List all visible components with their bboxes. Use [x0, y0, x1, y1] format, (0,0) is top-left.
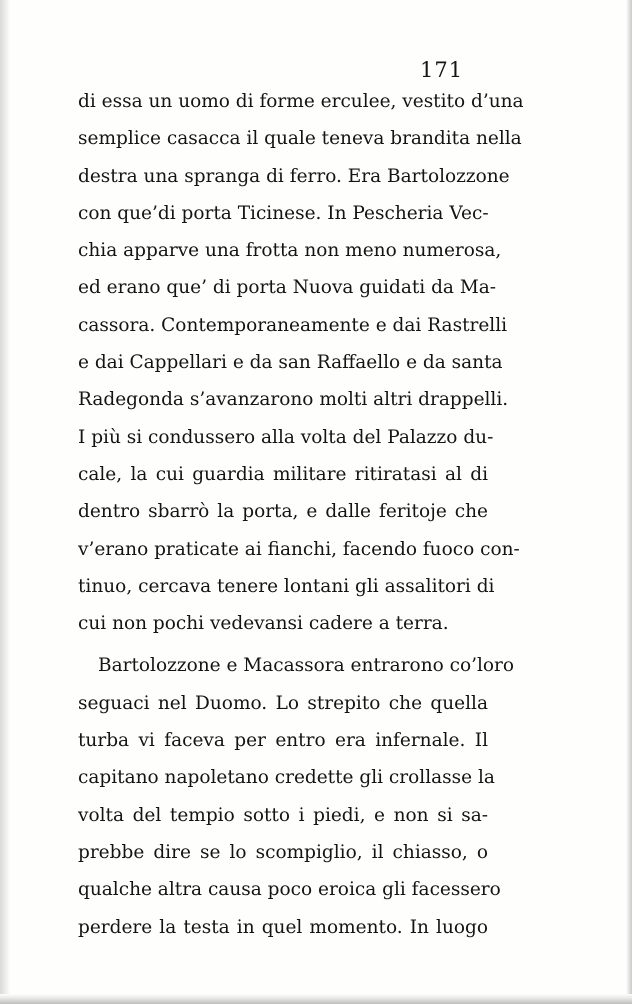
text-line: di essa un uomo di forme erculee, vestito d’una	[78, 91, 524, 112]
paragraph-1	[78, 83, 524, 642]
text-line: chia apparve una frotta non meno numerosa,	[78, 240, 502, 262]
page-edge-left	[0, 0, 10, 1004]
text-line: v’erano praticate ai fianchi, facendo fuoco con-	[78, 538, 520, 560]
text-line: turba vi faceva per entro era infernale. Il	[78, 730, 488, 752]
text-line: volta del tempio sotto i piedi, e non si sa-	[78, 804, 488, 826]
text-line: destra una spranga di ferro. Era Bartolozzone	[78, 165, 510, 187]
text-line: con que’di porta Ticinese. In Pescheria Vec-	[78, 202, 489, 224]
text-line: Radegonda s’avanzarono molti altri drappelli.	[78, 389, 509, 411]
text-line: qualche altra causa poco eroica gli facessero	[78, 879, 501, 901]
page-edge-right	[626, 0, 632, 1004]
text-line: perdere la testa in quel momento. In luogo	[78, 916, 488, 938]
text-line: e dai Cappellari e da san Raffaello e da santa	[78, 352, 503, 374]
text-line: Bartolozzone e Macassora entrarono co’loro	[98, 655, 515, 677]
text-line: prebbe dire se lo scompiglio, il chiasso, o	[78, 841, 488, 863]
text-line: seguaci nel Duomo. Lo strepito che quella	[78, 692, 488, 714]
text-line: tinuo, cercava tenere lontani gli assalitori di	[78, 575, 495, 597]
body-text	[78, 83, 524, 946]
paragraph-2	[78, 647, 515, 945]
text-line: ed erano que’ di porta Nuova guidati da Ma-	[78, 277, 497, 299]
text-line: cale, la cui guardia militare ritiratasi al di	[78, 463, 488, 485]
text-line: semplice casacca il quale teneva brandita nella	[78, 128, 522, 150]
page-edge-bottom	[0, 994, 632, 1004]
text-line: cui non pochi vedevansi cadere a terra.	[78, 613, 449, 635]
text-line: cassora. Contemporaneamente e dai Rastrelli	[78, 314, 508, 336]
text-line: capitano napoletano credette gli crollasse la	[78, 767, 495, 789]
text-line: dentro sbarrò la porta, e dalle feritoje che	[78, 501, 488, 523]
text-line: I più si condussero alla volta del Palazzo du-	[78, 426, 494, 448]
page-number: 171	[420, 58, 464, 82]
